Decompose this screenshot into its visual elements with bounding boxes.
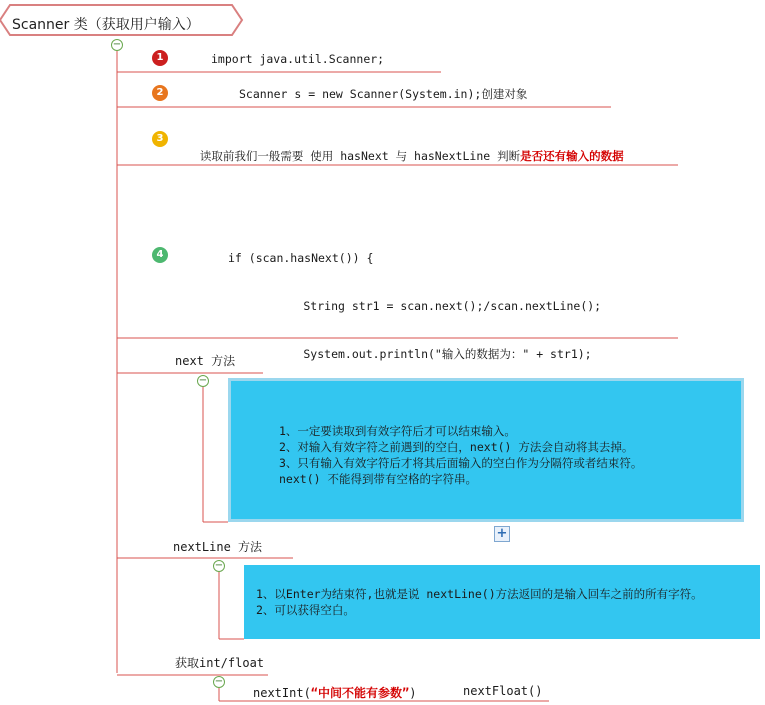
step-3-text bbox=[186, 132, 624, 164]
code-line-3: System.out.println("输入的数据为：" + str1); bbox=[248, 347, 592, 361]
next-notes bbox=[279, 423, 642, 487]
nextline-notes-card bbox=[244, 565, 760, 639]
nextint-emphasis: “中间不能有参数” bbox=[310, 686, 410, 700]
nextfloat-text: nextFloat() bbox=[463, 684, 543, 698]
intfloat-label[interactable]: 获取int/float bbox=[175, 656, 265, 670]
expand-plus-icon[interactable]: + bbox=[494, 526, 510, 542]
next-note-1: 1、一定要读取到有效字符后才可以结束输入。 bbox=[279, 424, 516, 438]
next-method-label[interactable]: next 方法 bbox=[175, 354, 236, 368]
next-note-4: next() 不能得到带有空格的字符串。 bbox=[279, 472, 477, 486]
step-2-badge: 2 bbox=[152, 85, 168, 101]
root-topic[interactable] bbox=[0, 3, 240, 37]
step-3-emphasis: 是否还有输入的数据 bbox=[520, 149, 624, 163]
next-note-3: 3、只有输入有效字符后才将其后面输入的空白作为分隔符或者结束符。 bbox=[279, 456, 643, 470]
next-note-2: 2、对输入有效字符之前遇到的空白，next() 方法会自动将其去掉。 bbox=[279, 440, 634, 454]
step-4-badge: 4 bbox=[152, 247, 168, 263]
nextint-suffix: ) bbox=[409, 686, 417, 700]
nextint-prefix: nextInt( bbox=[253, 686, 311, 700]
next-collapse-icon[interactable]: − bbox=[198, 375, 208, 386]
nextline-note-2: 2、可以获得空白。 bbox=[256, 603, 355, 617]
next-notes-card bbox=[228, 378, 744, 522]
step-1-text: import java.util.Scanner; bbox=[211, 52, 385, 66]
nextint-text bbox=[253, 684, 416, 701]
step-2-text: Scanner s = new Scanner(System.in);创建对象 bbox=[239, 87, 528, 101]
nextline-note-1: 1、以Enter为结束符,也就是说 nextLine()方法返回的是输入回车之前的所有字符。 bbox=[256, 587, 703, 601]
root-collapse-icon[interactable]: − bbox=[112, 39, 122, 50]
code-line-2: String str1 = scan.next();/scan.nextLine(); bbox=[248, 299, 602, 313]
step-1-badge: 1 bbox=[152, 50, 168, 66]
nextline-collapse-icon[interactable]: − bbox=[214, 560, 224, 571]
intfloat-collapse-icon[interactable]: − bbox=[214, 676, 224, 687]
root-title: Scanner 类（获取用户输入） bbox=[12, 17, 200, 33]
step-3-badge: 3 bbox=[152, 131, 168, 147]
nextline-method-label[interactable]: nextLine 方法 bbox=[173, 540, 263, 554]
code-line-1: if (scan.hasNext()) { bbox=[228, 251, 374, 265]
step-3-plain: 读取前我们一般需要 使用 hasNext 与 hasNextLine 判断 bbox=[199, 149, 521, 163]
nextline-notes bbox=[256, 586, 703, 618]
